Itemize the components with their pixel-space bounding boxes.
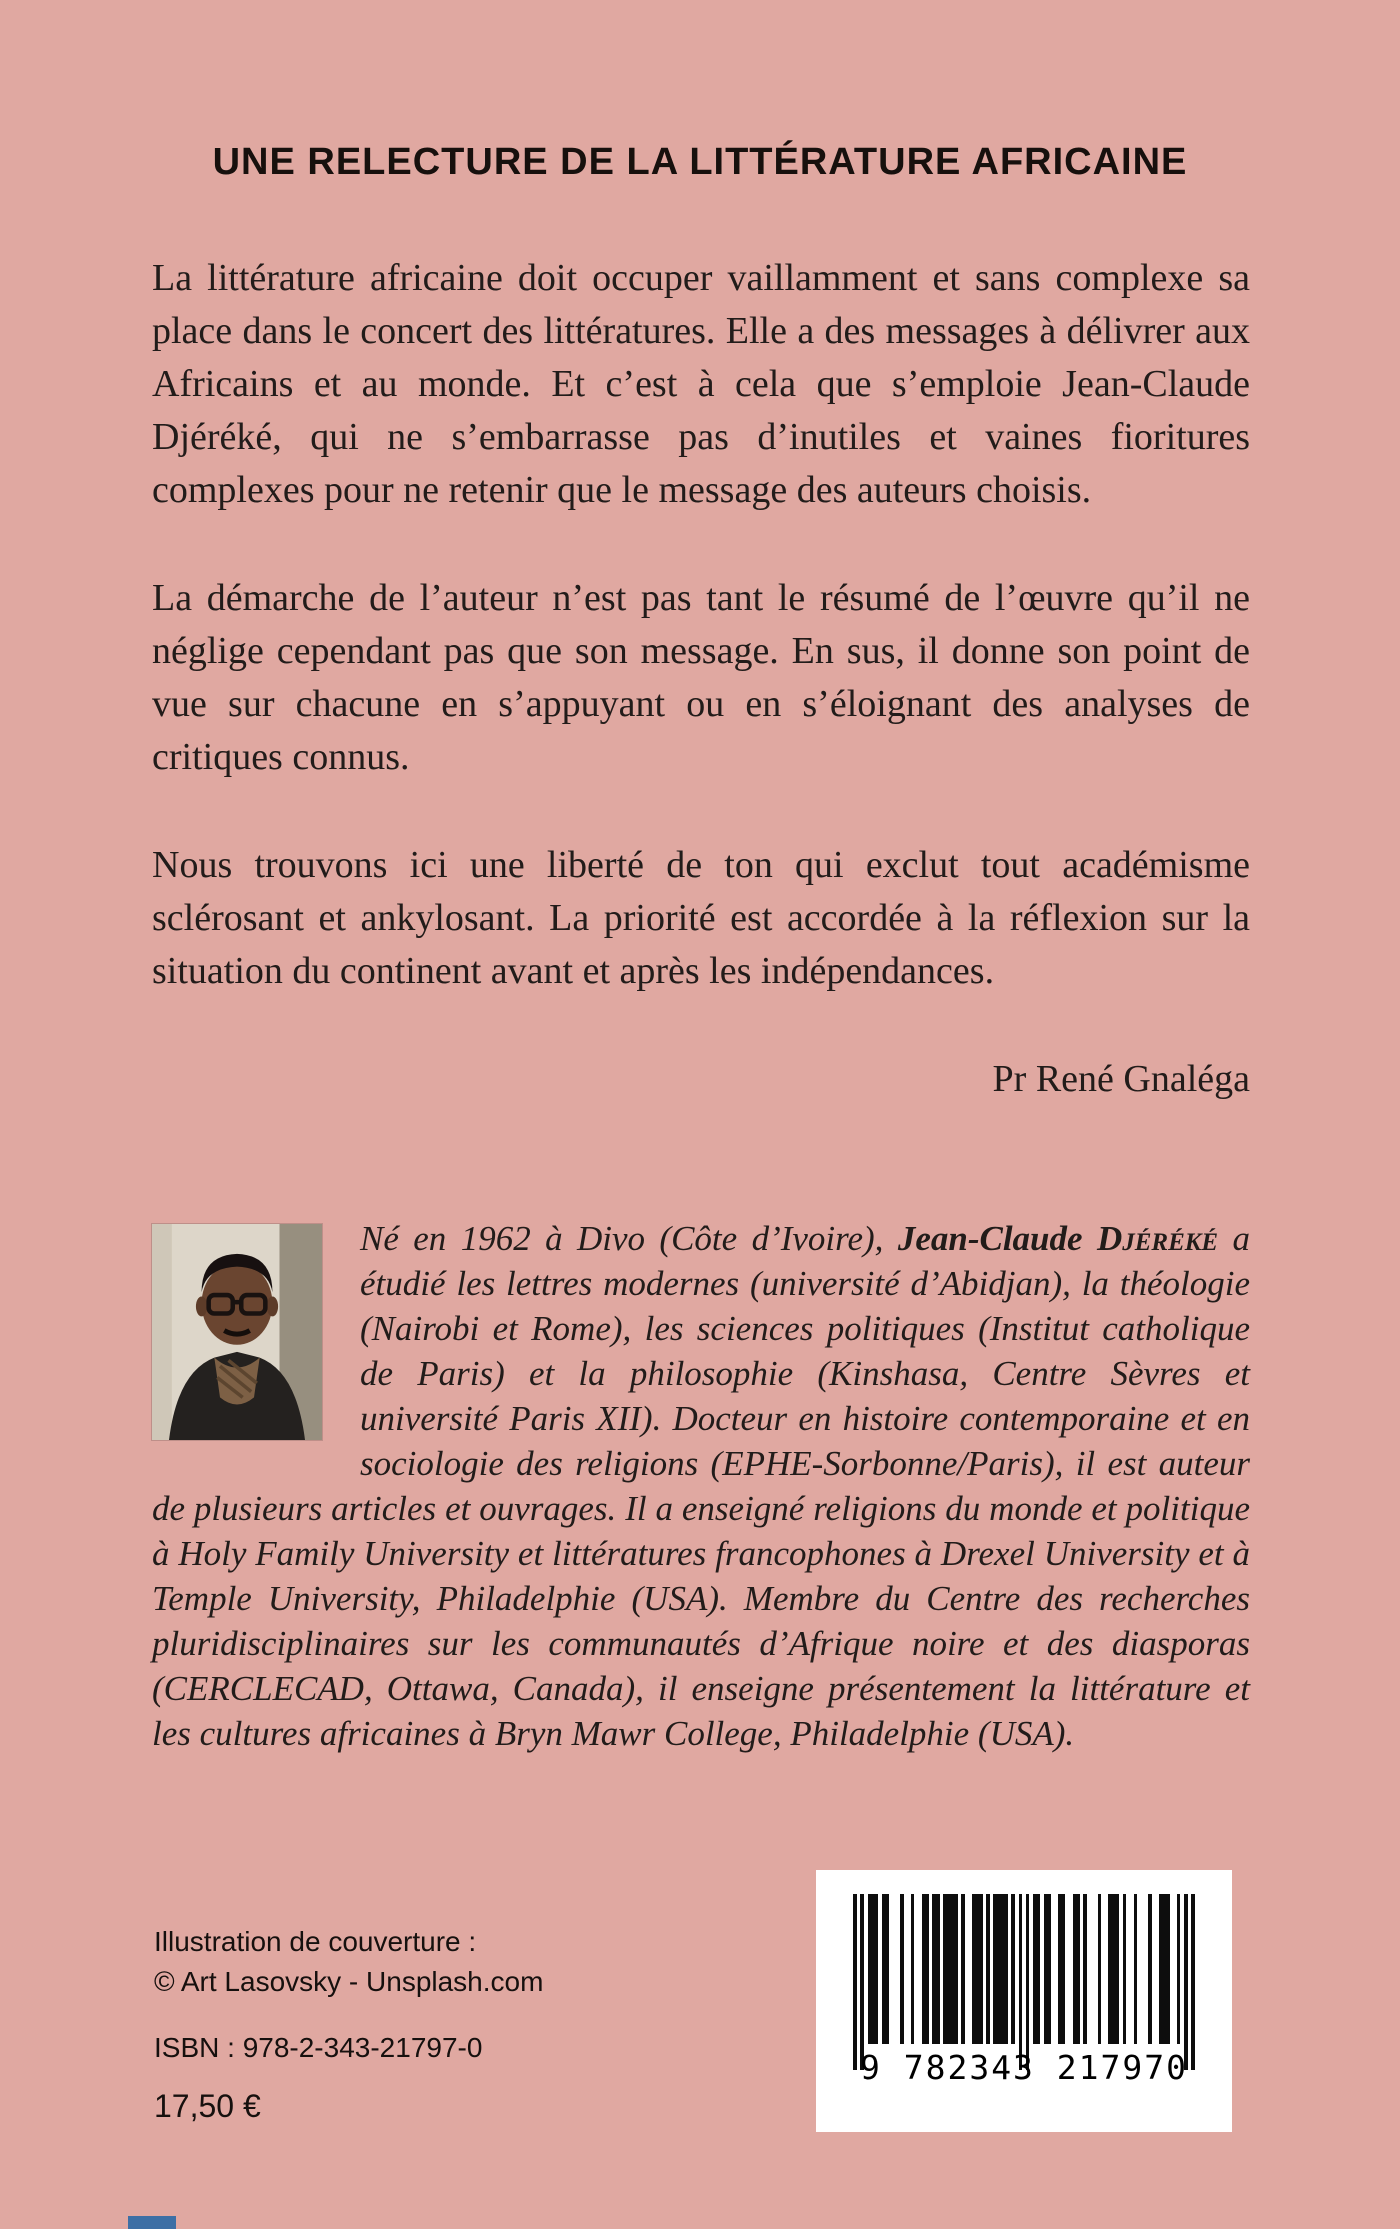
isbn: ISBN : 978-2-343-21797-0	[154, 2032, 483, 2063]
credits-section	[154, 1922, 543, 2126]
author-name-last: Djéréké	[1096, 1219, 1219, 1258]
author-photo-illustration	[152, 1224, 322, 1440]
blurb-paragraph-2: La démarche de l’auteur n’est pas tant le résumé de l’œuvre qu’il ne néglige cependant pas que son message. En sus, il donne son point de vue sur chacune en s’appuyant ou en s’éloignant des analyses de critiques connus.	[152, 577, 1250, 778]
illustration-credit-line1: Illustration de couverture :	[154, 1926, 477, 1957]
author-bio-section	[152, 1216, 1250, 1756]
blurb-section	[152, 252, 1250, 1161]
barcode	[816, 1870, 1232, 2132]
blurb-paragraph-1: La littérature africaine doit occuper vaillamment et sans complexe sa place dans le concert des littératures. Elle a des messages à délivrer aux Africains et au monde. Et c’est à cela que s’emploie Jean-Claude Djéréké, qui ne s’embarrasse pas d’inutiles et vaines fioritures complexes pour ne retenir que le message des auteurs choisis.	[152, 257, 1250, 511]
bio-before-name: Né en 1962 à Divo (Côte d’Ivoire),	[360, 1219, 898, 1258]
blurb-paragraph-3: Nous trouvons ici une liberté de ton qui exclut tout académisme sclérosant et ankylosant. La priorité est accordée à la réflexion sur la situation du continent avant et après les indépendances.	[152, 844, 1250, 992]
author-photo	[152, 1224, 322, 1440]
price: 17,50 €	[154, 2088, 261, 2124]
bio-after-name: a étudié les lettres modernes (université d’Abidjan), la théologie (Nairobi et Rome), les sciences politiques (Institut catholique de Paris) et la philosophie (Kinshasa, Centre Sèvres et université Paris XII). Docteur en histoire contemporaine et en sociologie des religions (EPHE-Sorbonne/Paris), il est auteur de plusieurs articles et ouvrages. Il a enseigné religions du monde et politique à Holy Family University et littératures francophones à Drexel University et à Temple University, Philadelphie (USA). Membre du Centre des recherches pluridisciplinaires sur les communautés d’Afrique noire et des diasporas (CERCLECAD, Ottawa, Canada), il enseigne présentement la littérature et les cultures africaines à Bryn Mawr College, Philadelphie (USA).	[152, 1219, 1250, 1753]
cover-title: UNE RELECTURE DE LA LITTÉRATURE AFRICAINE	[212, 141, 1188, 184]
illustration-credit-line2: © Art Lasovsky - Unsplash.com	[154, 1966, 544, 1997]
barcode-number: 9 782343 217970	[859, 2048, 1188, 2087]
author-name-first: Jean-Claude	[897, 1219, 1097, 1258]
barcode-bars	[853, 1894, 1194, 2044]
blurb-signature: Pr René Gnaléga	[992, 1058, 1250, 1100]
scan-edge-artifact	[128, 2216, 176, 2229]
